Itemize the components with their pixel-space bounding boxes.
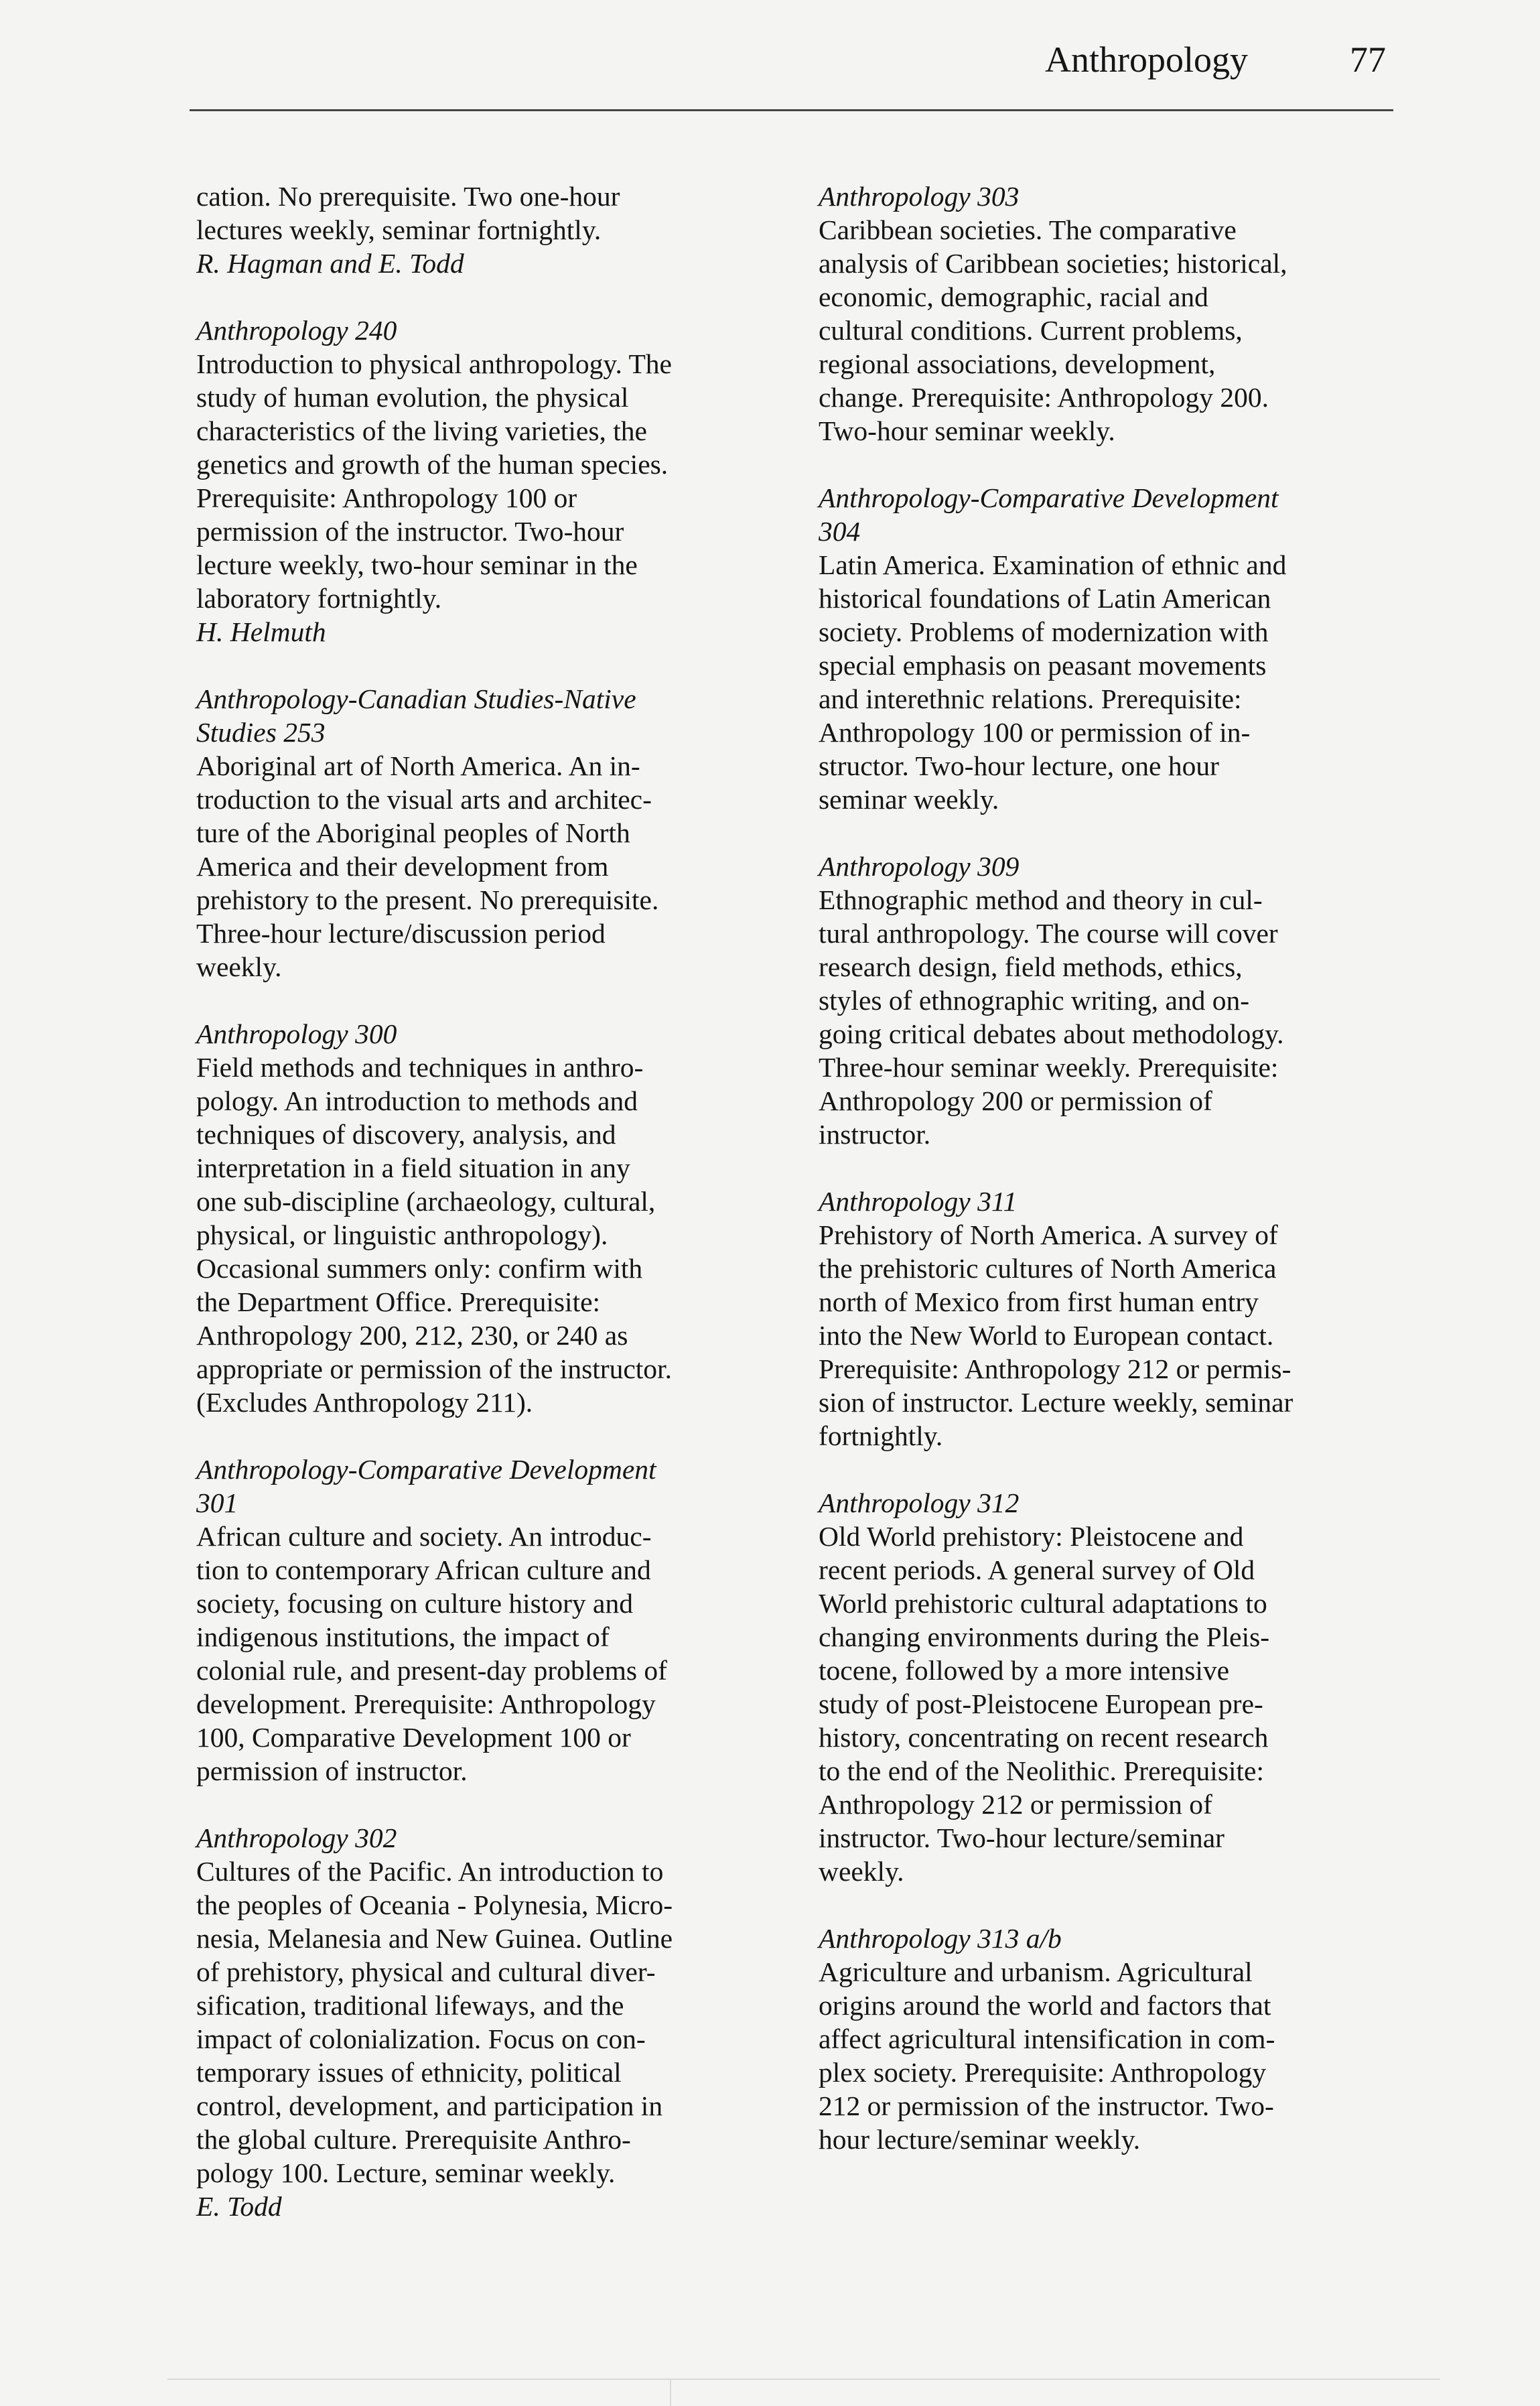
course-instructor: H. Helmuth xyxy=(196,616,326,647)
course-description: Caribbean societies. The comparative analysis of Caribbean societies; historical, economic, demographic, racial and cultural conditions. Current problems, regional associations, development, change. Prerequisite: Anthropology 200. Two-hour seminar weekly. xyxy=(819,214,1287,446)
course-description: Old World prehistory: Pleistocene and recent periods. A general survey of Old World prehistoric cultural adaptations to changing environments during the Pleis- tocene, followed by a more intensive study of post-Pleistocene European pre- history, concentrating on recent research to the end of the Neolithic. Prerequisite: Anthropology 212 or permission of instructor. Two-hour lecture/seminar weekly. xyxy=(819,1521,1270,1887)
course-instructor: E. Todd xyxy=(196,2191,282,2222)
course-entry xyxy=(819,180,1395,448)
course-description: Cultures of the Pacific. An introduction to the peoples of Oceania - Polynesia, Micro- nesia, Melanesia and New Guinea. Outline of prehistory, physical and cultural diver- sification, traditional lifeways, and the impact of colonialization. Focus on con- temporary issues of ethnicity, political control, development, and participation in the global culture. Prerequisite Anthro- pology 100. Lecture, seminar weekly. xyxy=(196,1856,673,2188)
running-header-title: Anthropology xyxy=(1045,40,1248,80)
course-entry xyxy=(819,481,1395,816)
continued-entry-text: cation. No prerequisite. Two one-hour lectures weekly, seminar fortnightly. xyxy=(196,181,620,245)
header-rule xyxy=(190,109,1393,111)
course-description: African culture and society. An introduc- tion to contemporary African culture and society, focusing on culture history and indigenous institutions, the impact of colonial rule, and present-day problems of development. Prerequisite: Anthropology 100, Comparative Development 100 or permission of instructor. xyxy=(196,1521,667,1786)
course-entry xyxy=(196,1821,786,2223)
continued-entry-instructor: R. Hagman and E. Todd xyxy=(196,248,464,279)
course-heading: Anthropology-Comparative Development 304 xyxy=(819,482,1279,547)
scan-edge-tick xyxy=(670,2379,671,2406)
course-heading: Anthropology-Comparative Development 301 xyxy=(196,1454,656,1518)
course-heading: Anthropology 313 a/b xyxy=(819,1923,1062,1954)
left-column xyxy=(196,180,786,2257)
continued-entry xyxy=(196,180,786,280)
page-number: 77 xyxy=(1350,40,1386,80)
course-entry xyxy=(819,850,1395,1151)
course-entry xyxy=(196,1017,786,1419)
course-entry xyxy=(196,314,786,649)
left-course-list xyxy=(196,314,786,2223)
course-description: Prehistory of North America. A survey of the prehistoric cultures of North America north of Mexico from first human entry into the New World to European contact. Prerequisite: Anthropology 212 or permis- sion of instructor. Lecture weekly, seminar fortnightly. xyxy=(819,1219,1293,1451)
course-description: Introduction to physical anthropology. The study of human evolution, the physical characteristics of the living varieties, the genetics and growth of the human species. Prerequisite: Anthropology 100 or permission of the instructor. Two-hour lecture weekly, two-hour seminar in the laboratory fortnightly. xyxy=(196,348,672,614)
course-entry xyxy=(196,682,786,984)
course-description: Latin America. Examination of ethnic and historical foundations of Latin American society. Problems of modernization with special emphasis on peasant movements and interethnic relations. Prerequisite: Anthropology 100 or permission of in- structor. Two-hour lecture, one hour seminar weekly. xyxy=(819,549,1287,815)
course-description: Field methods and techniques in anthro- pology. An introduction to methods and techniques of discovery, analysis, and interpretation in a field situation in any one sub-discipline (archaeology, cultural, physical, or linguistic anthropology). Occasional summers only: confirm with the Department Office. Prerequisite: Anthropology 200, 212, 230, or 240 as appropriate or permission of the instructor. (Excludes Anthropology 211). xyxy=(196,1052,672,1418)
course-description: Agriculture and urbanism. Agricultural origins around the world and factors that affect agricultural intensification in com- plex society. Prerequisite: Anthropology 212 or permission of the instructor. Two- hour lecture/seminar weekly. xyxy=(819,1956,1275,2155)
course-heading: Anthropology 300 xyxy=(196,1018,397,1049)
course-description: Ethnographic method and theory in cul- tural anthropology. The course will cover research design, field methods, ethics, styles of ethnographic writing, and on- going critical debates about methodology. Three-hour seminar weekly. Prerequisite: Anthropology 200 or permission of instructor. xyxy=(819,884,1284,1150)
course-entry xyxy=(819,1185,1395,1453)
course-heading: Anthropology-Canadian Studies-Native Studies 253 xyxy=(196,683,636,748)
course-heading: Anthropology 309 xyxy=(819,851,1020,882)
course-entry xyxy=(819,1486,1395,1888)
right-course-list xyxy=(819,180,1395,2156)
course-entry xyxy=(196,1453,786,1788)
scan-edge-line xyxy=(167,2379,1440,2380)
course-description: Aboriginal art of North America. An in- troduction to the visual arts and architec- ture of the Aboriginal peoples of North America and their development from prehistory to the present. No prerequisite. Three-hour lecture/discussion period weekly. xyxy=(196,750,659,982)
course-heading: Anthropology 240 xyxy=(196,315,397,346)
right-column xyxy=(819,180,1395,2190)
course-heading: Anthropology 302 xyxy=(196,1822,397,1853)
course-heading: Anthropology 311 xyxy=(819,1186,1018,1217)
course-entry xyxy=(819,1922,1395,2156)
course-heading: Anthropology 312 xyxy=(819,1487,1020,1518)
course-heading: Anthropology 303 xyxy=(819,181,1020,212)
